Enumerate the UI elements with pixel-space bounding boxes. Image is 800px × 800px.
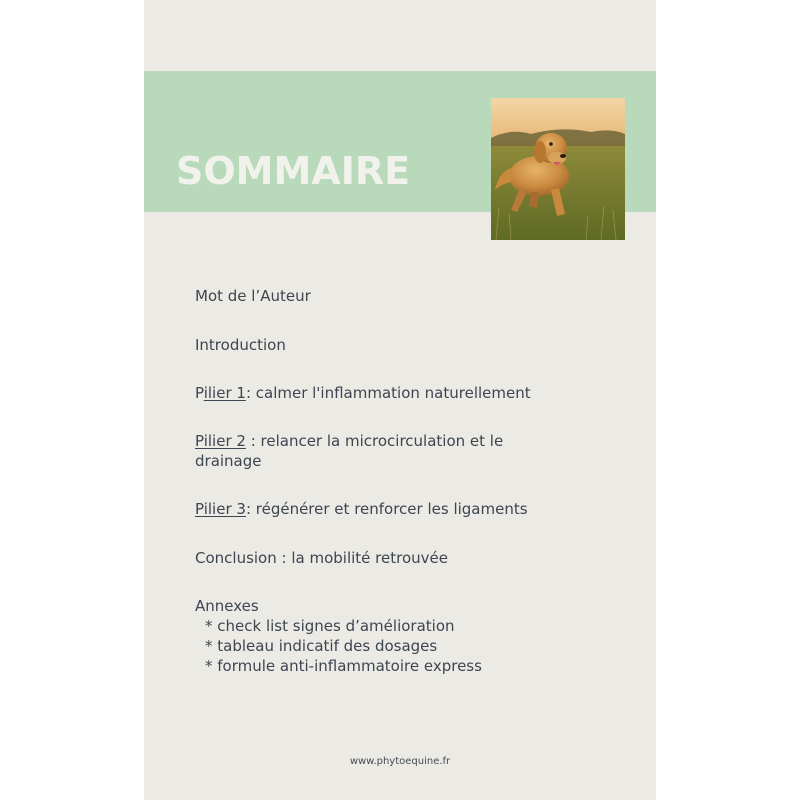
annex-item: * tableau indicatif des dosages [205, 637, 438, 655]
pilier-1-text: : calmer l'inflammation naturellement [245, 384, 531, 402]
toc-item-pilier-1[interactable] [195, 383, 615, 403]
pilier-2-link[interactable]: Pilier 2 [195, 432, 246, 450]
pilier-3-text: : régénérer et renforcer les ligaments [245, 500, 528, 518]
page-title: SOMMAIRE [176, 149, 411, 193]
pilier-1-link[interactable]: ilier 1 [203, 384, 246, 402]
document-page [144, 0, 656, 800]
annex-item: * formule anti-inflammatoire express [205, 657, 482, 675]
toc-item-pilier-3[interactable] [195, 499, 615, 519]
annexes-title: Annexes [195, 597, 259, 615]
pilier-3-link[interactable]: Pilier 3 [195, 500, 246, 518]
dog-photo [491, 98, 625, 240]
footer-url: www.phytoequine.fr [349, 756, 451, 767]
toc-item-introduction[interactable]: Introduction [195, 336, 286, 354]
toc-item-author[interactable]: Mot de l’Auteur [195, 287, 311, 305]
pilier-1-prefix: P [195, 384, 204, 402]
pilier-2-text: : relancer la microcirculation et le drainage [195, 432, 504, 470]
toc-item-conclusion[interactable]: Conclusion : la mobilité retrouvée [195, 549, 448, 567]
toc-item-annexes[interactable] [195, 596, 575, 676]
toc-item-pilier-2[interactable] [195, 431, 525, 471]
annex-item: * check list signes d’amélioration [205, 617, 455, 635]
